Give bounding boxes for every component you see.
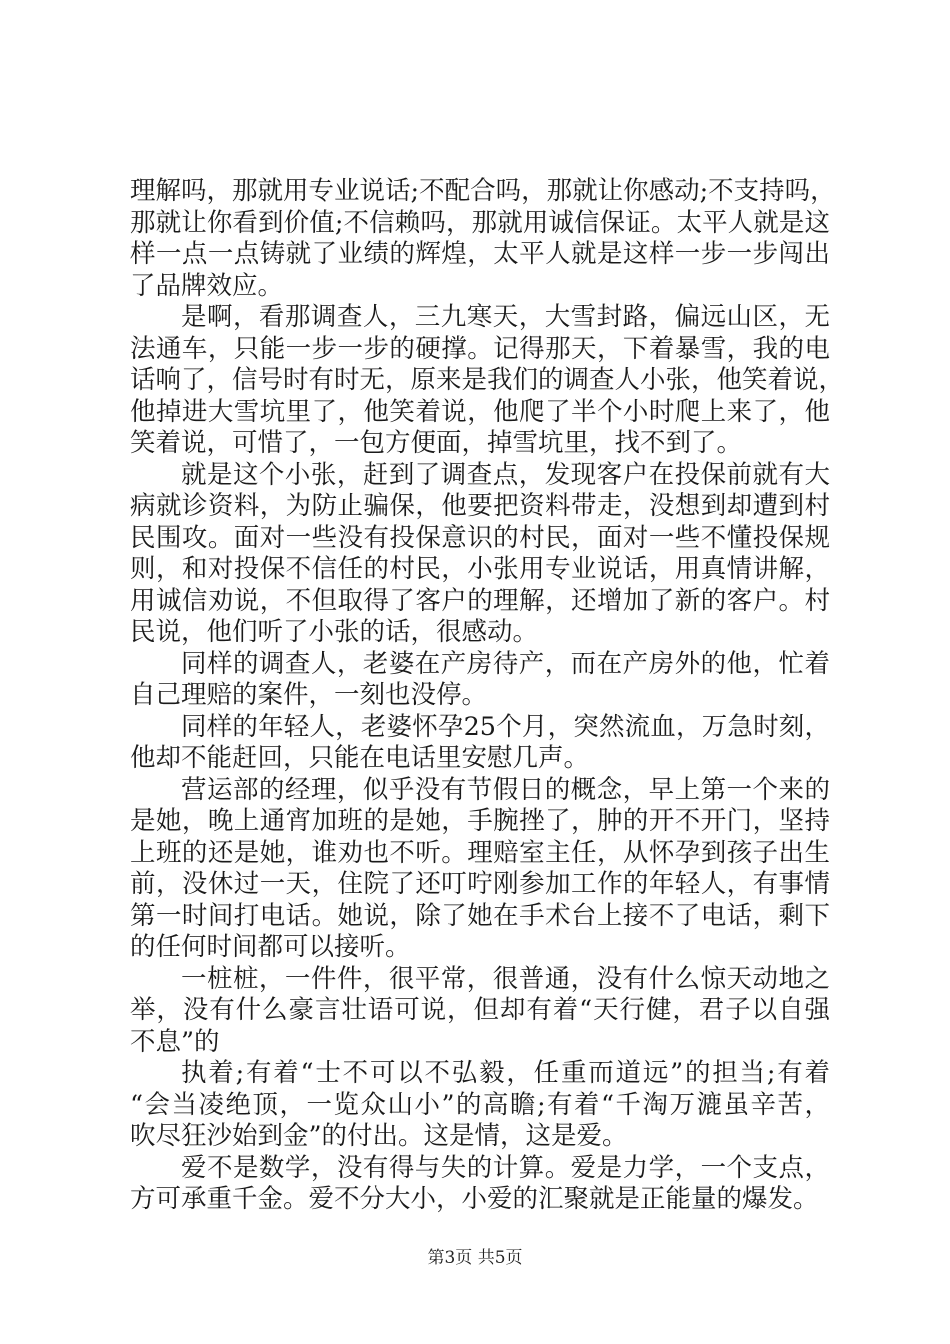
text-line: 同样的年轻人，老婆怀孕25个月，突然流血，万急时刻， [181,711,830,742]
text-line: 不息”的 [130,1026,220,1057]
text-line: 举，没有什么豪言壮语可说，但却有着“天行健，君子以自强 [130,995,830,1025]
text-line: 就是这个小张，赶到了调查点，发现客户在投保前就有大 [181,459,830,490]
text-line: 则，和对投保不信任的村民，小张用专业说话，用真情讲解， [130,554,830,584]
text-line: 自己理赔的案件，一刻也没停。 [130,680,488,710]
page-number-footer: 第3页 共5页 [427,1248,523,1268]
text-line: 一桩桩，一件件，很平常，很普通，没有什么惊天动地之 [181,963,830,994]
text-line: 用诚信劝说，不但取得了客户的理解，还增加了新的客户。村 [130,585,830,616]
text-line: 是她，晚上通宵加班的是她，手腕挫了，肿的开不开门，坚持 [130,806,830,836]
text-line: 笑着说，可惜了，一包方便面，掉雪坑里，找不到了。 [130,428,743,458]
text-line: 同样的调查人，老婆在产房待产，而在产房外的他，忙着 [181,648,830,679]
text-line: 那就让你看到价值;不信赖吗，那就用诚信保证。太平人就是这 [130,207,830,238]
text-line: 病就诊资料，为防止骗保，他要把资料带走，没想到却遭到村 [130,491,830,521]
text-line: 第一时间打电话。她说，除了她在手术台上接不了电话，剩下 [130,900,830,931]
text-line: 民说，他们听了小张的话，很感动。 [130,617,539,647]
text-line: 吹尽狂沙始到金”的付出。这是情，这是爱。 [130,1121,628,1151]
text-line: 是啊，看那调查人，三九寒天，大雪封路，偏远山区，无 [181,302,830,332]
body-text [130,176,845,1216]
text-line: 的任何时间都可以接听。 [130,932,411,962]
text-line: 执着;有着“士不可以不弘毅，任重而道远”的担当;有着 [181,1058,830,1088]
text-line: 方可承重千金。爱不分大小，小爱的汇聚就是正能量的爆发。 [130,1184,819,1214]
text-line: 上班的还是她，谁劝也不听。理赔室主任，从怀孕到孩子出生 [130,837,830,868]
text-line: 法通车，只能一步一步的硬撑。记得那天，下着暴雪，我的电 [130,333,830,364]
text-line: 前，没休过一天，住院了还叮咛刚参加工作的年轻人，有事情 [130,869,830,899]
text-line: 营运部的经理，似乎没有节假日的概念，早上第一个来的 [181,774,830,805]
text-line: 话响了，信号时有时无，原来是我们的调查人小张，他笑着说， [130,365,845,395]
text-line: 样一点一点铸就了业绩的辉煌，太平人就是这样一步一步闯出 [130,239,830,269]
text-line: 爱不是数学，没有得与失的计算。爱是力学，一个支点， [181,1152,830,1183]
text-line: 民围攻。面对一些没有投保意识的村民，面对一些不懂投保规 [130,522,830,553]
text-line: 理解吗，那就用专业说话;不配合吗，那就让你感动;不支持吗， [130,176,836,206]
text-line: 他却不能赶回，只能在电话里安慰几声。 [130,743,590,773]
text-line: 他掉进大雪坑里了，他笑着说，他爬了半个小时爬上来了，他 [130,396,830,427]
text-line: “会当凌绝顶，一览众山小”的高瞻;有着“千淘万漉虽辛苦， [130,1089,830,1120]
text-line: 了品牌效应。 [130,270,284,301]
